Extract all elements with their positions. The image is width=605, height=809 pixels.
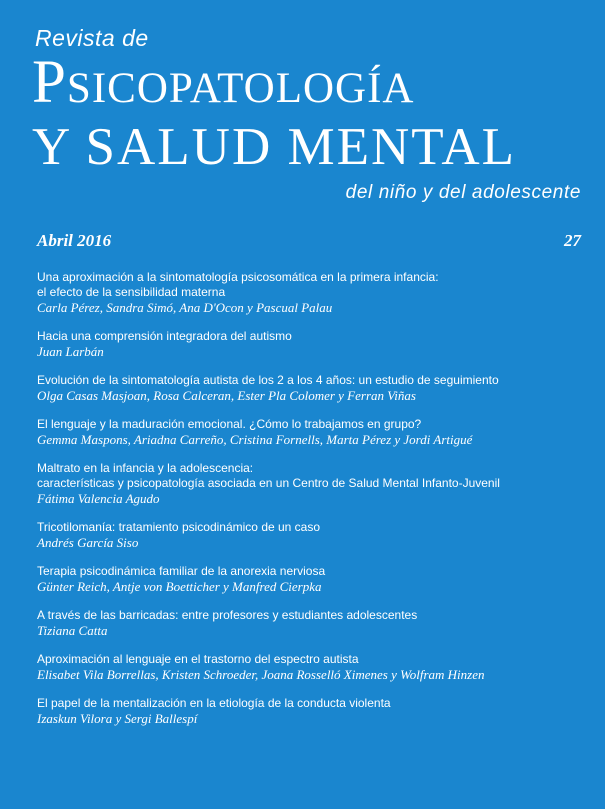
article-authors: Elisabet Vila Borrellas, Kristen Schroeder, Joana Rosselló Ximenes y Wolfram Hinzen xyxy=(37,667,485,682)
article-entry xyxy=(37,461,592,507)
article-entry xyxy=(37,520,592,551)
article-title: Aproximación al lenguaje en el trastorno del espectro autista xyxy=(37,652,359,666)
issue-number: 27 xyxy=(564,231,581,250)
article-title: Terapia psicodinámica familiar de la anorexia nerviosa xyxy=(37,564,326,578)
article-title: el efecto de la sensibilidad materna xyxy=(37,285,226,299)
article-authors: Olga Casas Masjoan, Rosa Calceran, Ester Pla Colomer y Ferran Viñas xyxy=(37,388,416,403)
article-title: El lenguaje y la maduración emocional. ¿Cómo lo trabajamos en grupo? xyxy=(37,417,422,431)
article-entry xyxy=(37,696,592,727)
table-of-contents xyxy=(37,270,592,740)
journal-prefix: Revista de xyxy=(35,25,149,51)
article-entry xyxy=(37,270,592,316)
journal-title-line-1: Psicopatología xyxy=(32,49,415,116)
article-entry xyxy=(37,417,592,448)
article-authors: Andrés García Siso xyxy=(37,535,139,550)
article-title: A través de las barricadas: entre profesores y estudiantes adolescentes xyxy=(37,608,418,622)
article-entry xyxy=(37,608,592,639)
article-authors: Gemma Maspons, Ariadna Carreño, Cristina Fornells, Marta Pérez y Jordi Artigué xyxy=(37,432,473,447)
journal-title-line-2: Y SALUD MENTAL xyxy=(32,118,517,176)
article-entry xyxy=(37,564,592,595)
issue-date: Abril 2016 xyxy=(37,231,112,250)
article-authors: Izaskun Vilora y Sergi Ballespí xyxy=(37,711,198,726)
article-authors: Juan Larbán xyxy=(37,344,104,359)
article-authors: Günter Reich, Antje von Boetticher y Manfred Cierpka xyxy=(37,579,322,594)
article-authors: Fátima Valencia Agudo xyxy=(37,491,160,506)
article-entry xyxy=(37,652,592,683)
article-authors: Carla Pérez, Sandra Simó, Ana D'Ocon y Pascual Palau xyxy=(37,300,333,315)
article-title: características y psicopatología asociada en un Centro de Salud Mental Infanto-Juvenil xyxy=(37,476,500,490)
article-title: Tricotilomanía: tratamiento psicodinámico de un caso xyxy=(37,520,321,534)
article-entry xyxy=(37,329,592,360)
article-title: Una aproximación a la sintomatología psicosomática en la primera infancia: xyxy=(37,270,439,284)
article-title: Hacia una comprensión integradora del autismo xyxy=(37,329,292,343)
journal-subtitle: del niño y del adolescente xyxy=(345,182,581,203)
article-title: Evolución de la sintomatología autista de los 2 a los 4 años: un estudio de seguimiento xyxy=(37,373,499,387)
article-title: El papel de la mentalización en la etiología de la conducta violenta xyxy=(37,696,391,710)
article-entry xyxy=(37,373,592,404)
article-title: Maltrato en la infancia y la adolescencia: xyxy=(37,461,254,475)
article-authors: Tiziana Catta xyxy=(37,623,108,638)
